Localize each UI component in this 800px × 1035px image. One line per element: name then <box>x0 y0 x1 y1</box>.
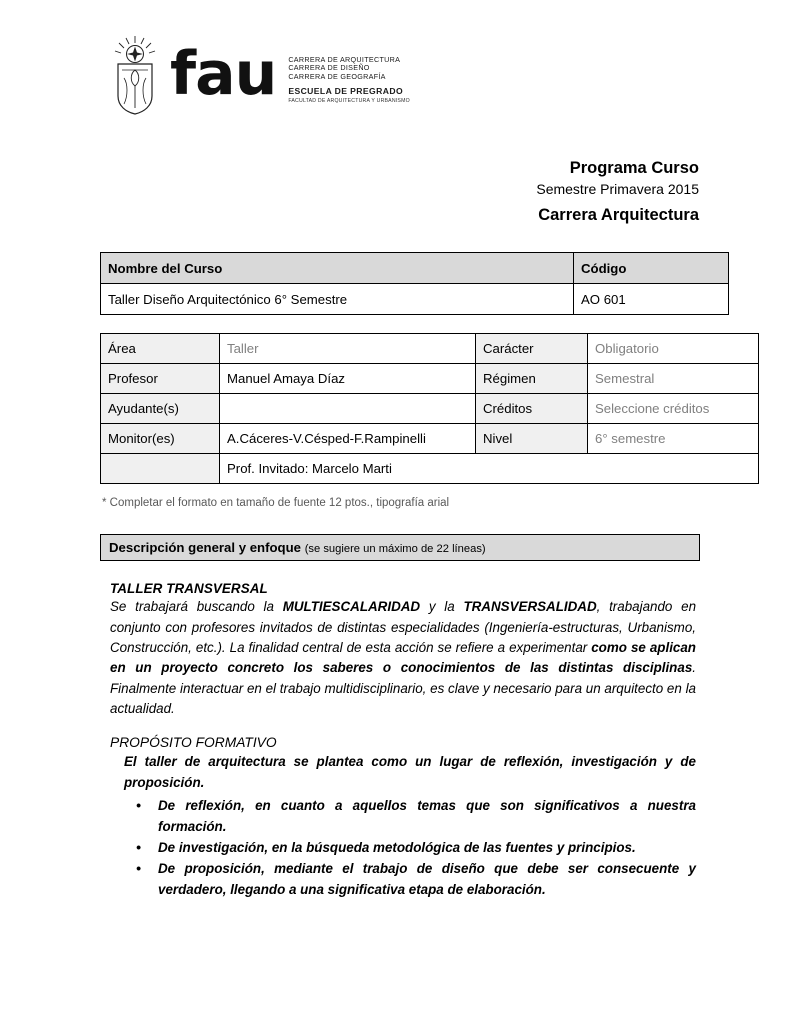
fau-wordmark: fau <box>170 39 277 109</box>
description-body <box>100 581 700 900</box>
field-label-profesor: Profesor <box>101 364 220 394</box>
page-title: Programa Curso <box>569 159 699 177</box>
field-value-caracter[interactable]: Obligatorio <box>588 334 759 364</box>
paragraph-taller-transversal: Se trabajará buscando la MULTIESCALARIDAD y la TRANSVERSALIDAD, trabajando en conjunto con profesores invitados de distintas especialidades (Ingeniería-estructuras, Urbanismo, Construcción, etc.). La finalidad central de esta acción se refiere a experimentar como se aplican en un proyecto concreto los saberes o conocimientos de las distintas disciplinas. Finalmente interactuar en el trabajo multidisciplinario, es clave y necesario para un arquitecto en la actualidad. <box>110 599 697 717</box>
career-title: Carrera Arquitectura <box>538 206 699 225</box>
field-value-profesor-invitado[interactable]: Prof. Invitado: Marcelo Marti <box>220 454 759 484</box>
list-item: • De reflexión, en cuanto a aquellos temas que son significativos a nuestra formación. <box>136 796 696 837</box>
field-value-profesor[interactable]: Manuel Amaya Díaz <box>220 364 476 394</box>
logo-line-escuela: ESCUELA DE PREGRADO <box>288 86 404 97</box>
field-label-nivel: Nivel <box>476 424 588 454</box>
course-name-header: Nombre del Curso <box>101 253 574 284</box>
field-label-monitores: Monitor(es) <box>101 424 220 454</box>
proposito-bullet-list <box>110 796 696 900</box>
field-value-ayudantes[interactable] <box>220 394 476 424</box>
section-header-descripcion <box>100 534 700 561</box>
list-item: • De proposición, mediante el trabajo de diseño que debe ser consecuente y verdadero, llegando a una significativa etapa de elaboración. <box>136 859 696 900</box>
table-row <box>101 454 759 484</box>
format-note: * Completar el formato en tamaño de fuente 12 ptos., tipografía arial <box>102 497 450 510</box>
logo-line-geografia: CARRERA DE GEOGRAFÍA <box>288 71 386 81</box>
logo-header <box>100 34 700 120</box>
field-label-creditos: Créditos <box>476 394 588 424</box>
logo-line-facultad: FACULTAD DE ARQUITECTURA Y URBANISMO <box>288 97 410 104</box>
course-code-header: Código <box>574 253 729 284</box>
field-value-regimen[interactable]: Semestral <box>588 364 759 394</box>
course-code-value[interactable]: AO 601 <box>574 284 729 315</box>
field-label-area: Área <box>101 334 220 364</box>
table-row <box>101 334 759 364</box>
universidad-de-chile-emblem-icon <box>108 34 162 116</box>
field-label-ayudantes: Ayudante(s) <box>101 394 220 424</box>
course-info-table <box>100 333 759 484</box>
table-row <box>101 424 759 454</box>
table-row <box>101 394 759 424</box>
paragraph-proposito-intro: El taller de arquitectura se plantea como un lugar de reflexión, investigación y de proposición. <box>124 754 696 790</box>
logo-line-diseno: CARRERA DE DISEÑO <box>288 63 370 73</box>
section-hint: (se sugiere un máximo de 22 líneas) <box>304 543 486 556</box>
subheading-proposito-formativo: PROPÓSITO FORMATIVO <box>110 735 277 751</box>
list-item: • De investigación, en la búsqueda metodológica de las fuentes y principios. <box>136 838 696 858</box>
field-label-caracter: Carácter <box>476 334 588 364</box>
semester-label: Semestre Primavera 2015 <box>536 180 699 197</box>
course-name-value[interactable]: Taller Diseño Arquitectónico 6° Semestre <box>101 284 574 315</box>
spacer <box>110 719 696 735</box>
section-title: Descripción general y enfoque <box>109 540 302 556</box>
field-value-creditos[interactable]: Seleccione créditos <box>588 394 759 424</box>
field-value-area[interactable]: Taller <box>220 334 476 364</box>
subheading-taller-transversal: TALLER TRANSVERSAL <box>110 581 268 597</box>
document-title-block <box>100 158 700 225</box>
logo-text-lines <box>288 56 410 104</box>
field-value-monitores[interactable]: A.Cáceres-V.Césped-F.Rampinelli <box>220 424 476 454</box>
logo-line-arquitectura: CARRERA DE ARQUITECTURA <box>288 55 401 64</box>
field-label-regimen: Régimen <box>476 364 588 394</box>
course-name-table <box>100 252 729 315</box>
field-label-empty <box>101 454 220 484</box>
field-value-nivel[interactable]: 6° semestre <box>588 424 759 454</box>
table-row <box>101 364 759 394</box>
table-row <box>101 253 729 284</box>
table-row <box>101 284 729 315</box>
